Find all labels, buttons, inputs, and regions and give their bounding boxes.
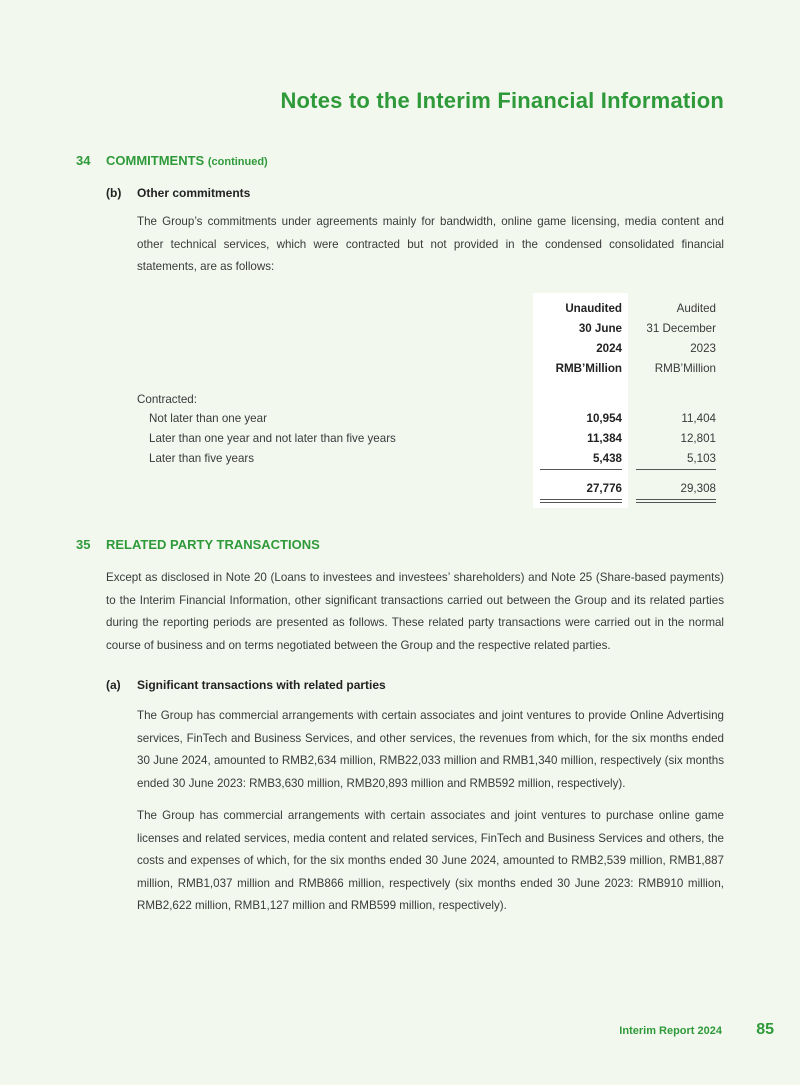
sub-a-title: Significant transactions with related parties <box>137 678 386 692</box>
row-label: Not later than one year <box>149 412 267 425</box>
sub-b-title: Other commitments <box>137 186 251 200</box>
row-value-2024: 11,384 <box>587 432 622 445</box>
col1-unit-header: RMB’Million <box>555 362 622 375</box>
row-label: Later than five years <box>149 452 255 465</box>
page-number: 85 <box>756 1021 774 1038</box>
col2-year-header: 2023 <box>690 342 716 355</box>
row-value-2023: 12,801 <box>680 432 716 445</box>
col1-date-header: 30 June <box>578 322 622 335</box>
col2-date-header: 31 December <box>646 322 716 335</box>
total-value-2023: 29,308 <box>680 482 716 495</box>
related-party-intro: Except as disclosed in Note 20 (Loans to investees and investees’ shareholders) and Note 25 (Share-based payments) to the Interim Financial Information, other significant transactions carried out between the Group and its related parties during the reporting periods are presented as follows. These related party transactions were carried out in the normal course of business and on terms negotiated between the Group and the respective related parties. <box>106 571 724 652</box>
revenues-paragraph: The Group has commercial arrangements with certain associates and joint ventures to provide Online Advertising services, FinTech and Business Services, and other services, the revenues from which, for the six months ended 30 June 2024, amounted to RMB2,634 million, RMB22,033 million and RMB1,340 million, respectively (six months ended 30 June 2023: RMB3,630 million, RMB20,893 million and RMB592 million, respectively). <box>137 709 724 790</box>
total-double-rule-2023-bottom <box>636 502 716 503</box>
section-34-title: COMMITMENTS <box>106 153 205 168</box>
section-34-heading <box>106 153 268 168</box>
subtotal-rule-2023 <box>636 469 716 470</box>
row-value-2024: 10,954 <box>586 412 622 425</box>
report-name: Interim Report 2024 <box>619 1025 722 1037</box>
page-title: Notes to the Interim Financial Information <box>280 88 724 113</box>
total-value-2024: 27,776 <box>586 482 622 495</box>
costs-paragraph: The Group has commercial arrangements with certain associates and joint ventures to purchase online game licenses and related services, media content and related services, FinTech and Business Services and others, the costs and expenses of which, for the six months ended 30 June 2024, amounted to RMB2,539 million, RMB1,887 million, RMB1,037 million and RMB866 million, respectively (six months ended 30 June 2023: RMB910 million, RMB2,622 million, RMB1,127 million and RMB599 million, respectively). <box>137 809 724 912</box>
contracted-label: Contracted: <box>137 393 197 406</box>
col1-year-header: 2024 <box>596 342 622 355</box>
sub-b-label: (b) <box>106 186 122 200</box>
section-35-number: 35 <box>76 537 91 552</box>
subtotal-rule-2024 <box>540 469 622 470</box>
section-34-continued: (continued) <box>207 156 268 168</box>
sub-a-label: (a) <box>106 678 121 692</box>
total-double-rule-2023-top <box>636 499 716 500</box>
total-double-rule-2024-top <box>540 499 622 500</box>
row-value-2023: 11,404 <box>681 412 716 425</box>
col2-audit-header: Audited <box>676 302 716 315</box>
row-label: Later than one year and not later than five years <box>149 432 396 445</box>
row-value-2024: 5,438 <box>592 452 622 465</box>
section-34-number: 34 <box>76 153 91 168</box>
col2-unit-header: RMB’Million <box>654 362 716 375</box>
commitments-paragraph: The Group’s commitments under agreements mainly for bandwidth, online game licensing, media content and other technical services, which were contracted but not provided in the condensed consolidated financial statements, are as follows: <box>137 215 724 273</box>
row-value-2023: 5,103 <box>686 452 716 465</box>
col1-audit-header: Unaudited <box>565 302 622 315</box>
total-double-rule-2024-bottom <box>540 502 622 503</box>
section-35-title: RELATED PARTY TRANSACTIONS <box>106 537 320 552</box>
